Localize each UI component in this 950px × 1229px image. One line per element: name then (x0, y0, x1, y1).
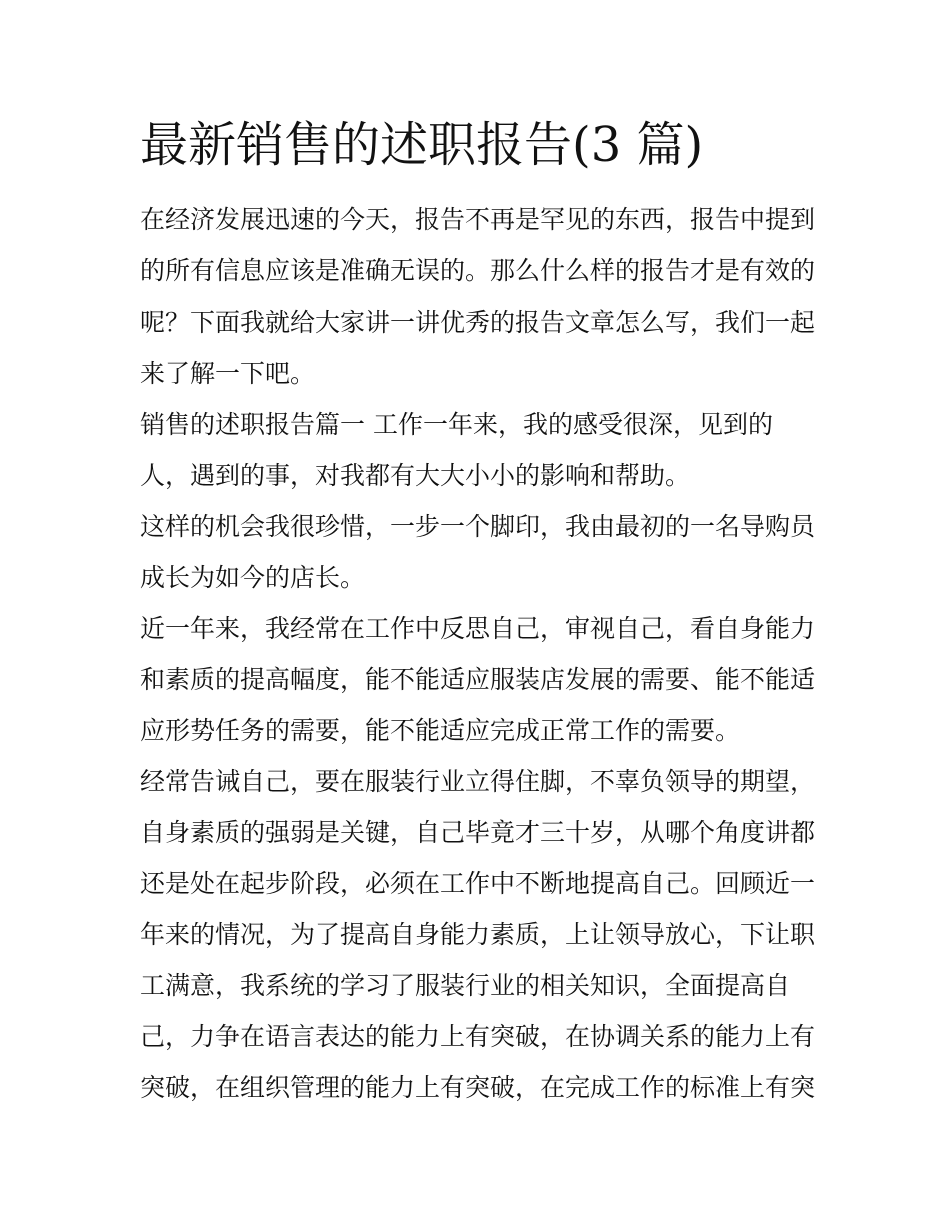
text-line: 应形势任务的需要，能不能适应完成正常工作的需要。 (140, 716, 741, 745)
text-line: 突破，在组织管理的能力上有突破，在完成工作的标准上有突 (140, 1073, 816, 1102)
text-line: 近一年来，我经常在工作中反思自己，审视自己，看自身能力 (140, 614, 816, 643)
text-line: 和素质的提高幅度，能不能适应服装店发展的需要、能不能适 (140, 665, 816, 694)
text-line: 人，遇到的事，对我都有大大小小的影响和帮助。 (140, 461, 691, 490)
text-line: 销售的述职报告篇一 工作一年来，我的感受很深，见到的 (140, 410, 773, 439)
document-title: 最新销售的述职报告(3 篇) (140, 117, 704, 173)
text-line: 在经济发展迅速的今天，报告不再是罕见的东西，报告中提到 (140, 205, 816, 234)
text-line: 呢？下面我就给大家讲一讲优秀的报告文章怎么写，我们一起 (140, 308, 816, 337)
text-line: 的所有信息应该是准确无误的。那么什么样的报告才是有效的 (140, 256, 816, 285)
text-line: 工满意，我系统的学习了服装行业的相关知识，全面提高自 (140, 971, 791, 1000)
text-line: 自身素质的强弱是关键，自己毕竟才三十岁，从哪个角度讲都 (140, 818, 816, 847)
text-line: 还是处在起步阶段，必须在工作中不断地提高自己。回顾近一 (140, 869, 816, 898)
text-line: 这样的机会我很珍惜，一步一个脚印，我由最初的一名导购员 (140, 512, 816, 541)
text-line: 经常告诫自己，要在服装行业立得住脚，不辜负领导的期望， (140, 767, 816, 796)
text-line: 年来的情况，为了提高自身能力素质，上让领导放心，下让职 (140, 920, 816, 949)
text-line: 来了解一下吧。 (140, 359, 316, 388)
text-line: 成长为如今的店长。 (140, 563, 366, 592)
text-line: 己，力争在语言表达的能力上有突破，在协调关系的能力上有 (140, 1022, 816, 1051)
